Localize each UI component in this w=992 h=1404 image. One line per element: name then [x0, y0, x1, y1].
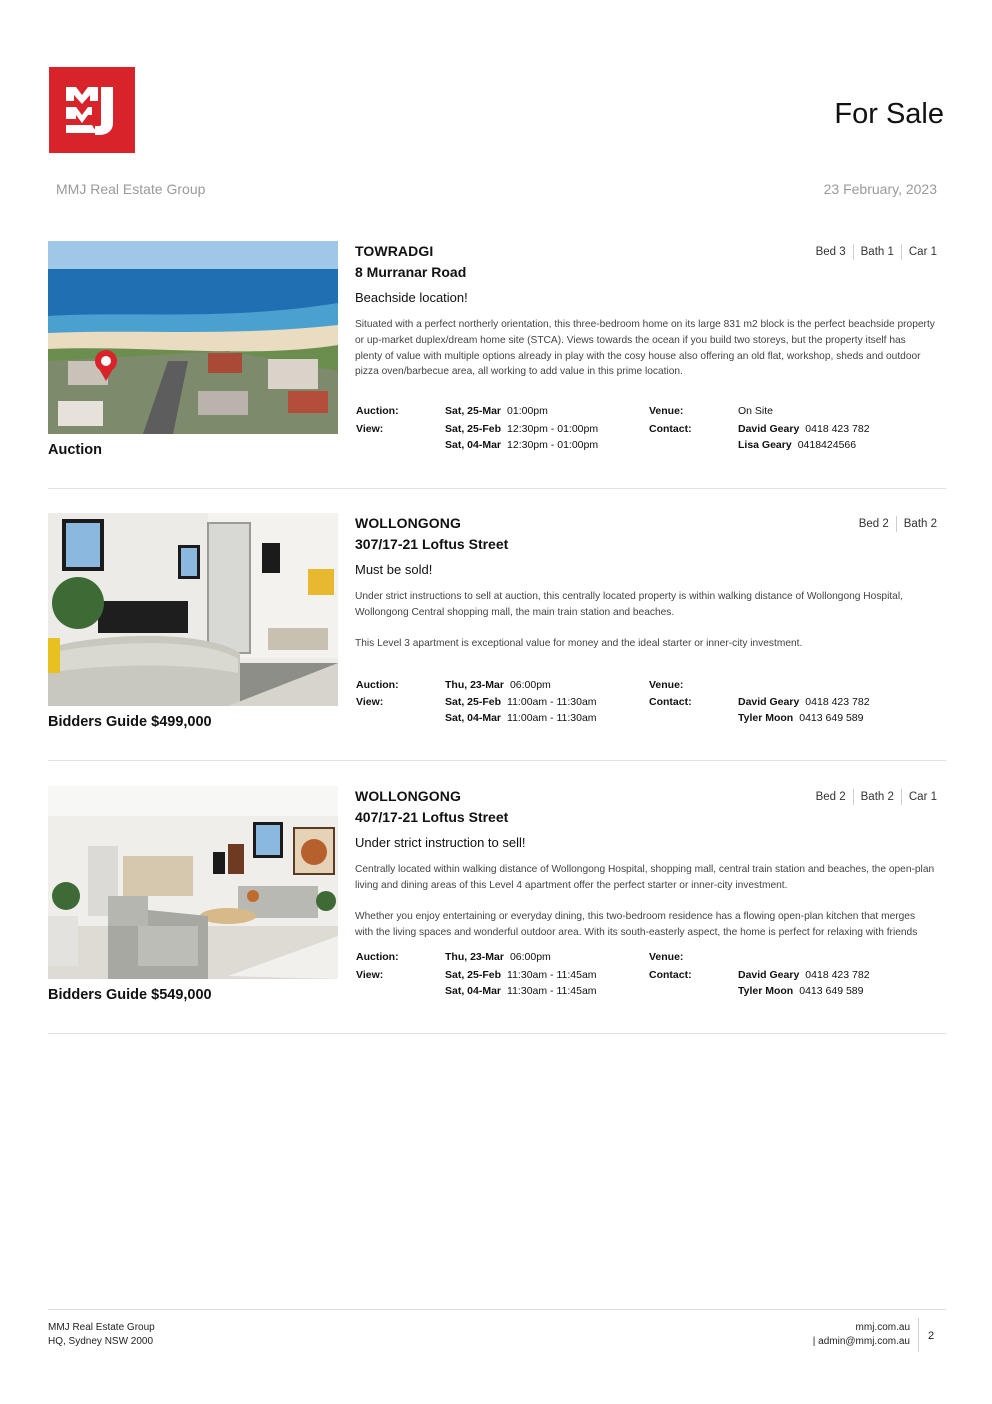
contact-agent[interactable]: Tyler Moon 0413 649 589: [738, 985, 864, 997]
feature-list: [816, 789, 937, 805]
contact-agent[interactable]: Tyler Moon 0413 649 589: [738, 712, 864, 724]
view-time: Sat, 04-Mar 12:30pm - 01:00pm: [445, 439, 599, 451]
inspection-details: [356, 677, 938, 729]
description-paragraph: Situated with a perfect northerly orientation, this three-bedroom home on its large 831 m2 block is the perfect beachside property or up-market duplex/dream home site (STCA). Views towards the ocean if you build two storeys, but the property itself has plenty of value with multiple options already in play with the cosy house also offering an old flat, workshop, sheds and outdoor pizza oven/barbecue area, all working to add value in this prime location.: [355, 319, 935, 378]
view-label: View:: [356, 696, 384, 708]
view-time: Sat, 25-Feb 11:00am - 11:30am: [445, 696, 597, 708]
venue-value: On Site: [738, 405, 774, 417]
listing-headline: Beachside location!: [355, 290, 468, 305]
venue-label: Venue:: [649, 405, 684, 417]
property-photo[interactable]: [48, 786, 338, 979]
venue-label: Venue:: [649, 951, 684, 963]
view-time: Sat, 25-Feb 12:30pm - 01:00pm: [445, 423, 599, 435]
view-time: Sat, 04-Mar 11:30am - 11:45am: [445, 985, 597, 997]
footer-address: HQ, Sydney NSW 2000: [48, 1336, 154, 1347]
venue-label: Venue:: [649, 679, 684, 691]
feature-bed: Bed 2: [858, 518, 889, 530]
contact-agent[interactable]: David Geary 0418 423 782: [738, 969, 870, 981]
view-time: Sat, 04-Mar 11:00am - 11:30am: [445, 712, 597, 724]
feature-bed: Bed 3: [815, 246, 846, 258]
description-paragraph: Centrally located within walking distance of Wollongong Hospital, shopping mall, central train station and beaches, the open-plan living and dining areas of this Level 4 apartment offer the perfect starter or inner-city investment.: [355, 864, 935, 891]
feature-bath: Bath 2: [853, 789, 901, 805]
feature-bath: Bath 1: [853, 244, 901, 260]
view-label: View:: [356, 423, 384, 435]
contact-agent[interactable]: Lisa Geary 0418424566: [738, 439, 857, 451]
footer-company-name: MMJ Real Estate Group: [48, 1322, 155, 1333]
auction-time: Thu, 23-Mar 06:00pm: [445, 679, 551, 691]
listing-description: [355, 317, 935, 399]
auction-label: Auction:: [356, 951, 399, 963]
contact-label: Contact:: [649, 423, 692, 435]
inspection-details: [356, 950, 938, 1002]
listing-card[interactable]: [48, 786, 946, 1034]
description-paragraph: Under strict instructions to sell at auction, this centrally located property is within walking distance of Wollongong Hospital, Wollongong Central shopping mall, the main train station and beaches.: [355, 591, 903, 618]
description-paragraph: Whether you enjoy entertaining or everyday dining, this two-bedroom residence has a flowing open-plan kitchen that merges with the living spaces and wonderful outdoor area. With its south-easterly aspect, the home is perfect for relaxing with friends: [355, 911, 918, 939]
listing-description: [355, 589, 935, 671]
logo-mark-icon: [49, 67, 135, 153]
footer-company: [48, 1321, 155, 1349]
contact-label: Contact:: [649, 696, 692, 708]
suburb: WOLLONGONG: [355, 788, 461, 804]
feature-list: [859, 516, 937, 532]
contact-agent[interactable]: David Geary 0418 423 782: [738, 696, 870, 708]
listing-card[interactable]: [48, 513, 946, 761]
inspection-details: [356, 405, 938, 457]
listing-headline: Must be sold!: [355, 562, 433, 577]
living-room-image: [48, 786, 338, 979]
street-address[interactable]: 307/17-21 Loftus Street: [355, 536, 509, 552]
property-photo[interactable]: [48, 241, 338, 434]
page-title: For Sale: [834, 98, 944, 130]
price-guide: Bidders Guide $499,000: [48, 714, 212, 730]
document-date: 23 February, 2023: [823, 181, 937, 197]
feature-list: [816, 244, 937, 260]
feature-bath: Bath 2: [896, 516, 937, 532]
footer-contact: [813, 1321, 910, 1349]
agency-name: MMJ Real Estate Group: [56, 181, 206, 197]
feature-bed: Bed 2: [815, 791, 846, 803]
feature-car: Car 1: [901, 244, 937, 260]
mmj-logo: [49, 67, 135, 153]
view-label: View:: [356, 969, 384, 981]
auction-time: Thu, 23-Mar 06:00pm: [445, 951, 551, 963]
price-guide: Bidders Guide $549,000: [48, 987, 212, 1003]
auction-label: Auction:: [356, 679, 399, 691]
contact-agent[interactable]: David Geary 0418 423 782: [738, 423, 870, 435]
contact-label: Contact:: [649, 969, 692, 981]
view-time: Sat, 25-Feb 11:30am - 11:45am: [445, 969, 597, 981]
footer-website-link[interactable]: mmj.com.au: [855, 1322, 910, 1333]
description-paragraph: This Level 3 apartment is exceptional value for money and the ideal starter or inner-city investment.: [355, 638, 803, 650]
suburb: WOLLONGONG: [355, 515, 461, 531]
street-address[interactable]: 8 Murranar Road: [355, 264, 467, 280]
price-guide: Auction: [48, 442, 102, 458]
listing-description: [355, 862, 935, 944]
property-photo[interactable]: [48, 513, 338, 706]
suburb: TOWRADGI: [355, 243, 434, 259]
street-address[interactable]: 407/17-21 Loftus Street: [355, 809, 509, 825]
footer-divider: [48, 1309, 946, 1310]
auction-label: Auction:: [356, 405, 399, 417]
bedroom-interior-image: [48, 513, 338, 706]
feature-car: Car 1: [901, 789, 937, 805]
listing-headline: Under strict instruction to sell!: [355, 835, 526, 850]
page-number: 2: [928, 1330, 935, 1342]
footer-separator: [918, 1318, 919, 1352]
aerial-beach-image: [48, 241, 338, 434]
footer-email-link[interactable]: | admin@mmj.com.au: [812, 1336, 910, 1347]
listing-card[interactable]: [48, 241, 946, 489]
auction-time: Sat, 25-Mar 01:00pm: [445, 405, 548, 417]
